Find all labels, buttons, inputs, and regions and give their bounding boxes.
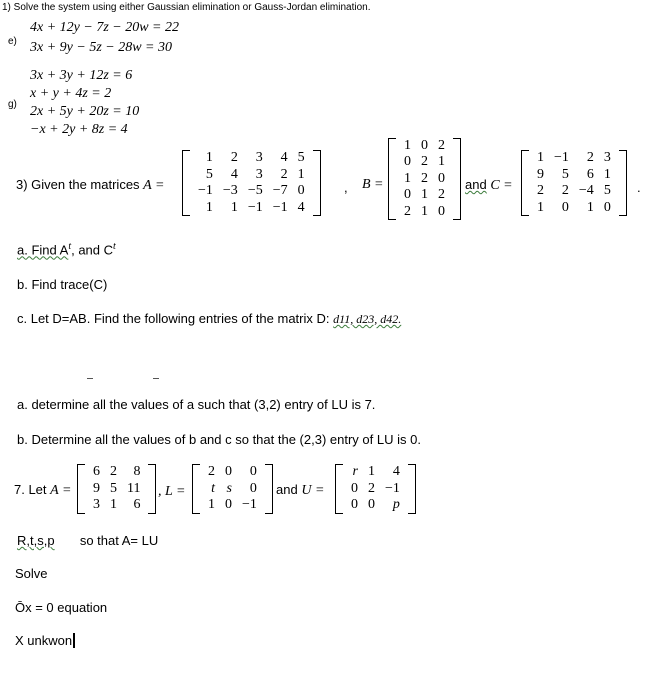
l-label-text: , L =	[158, 484, 186, 499]
part-a-sup: t	[68, 241, 72, 252]
part-g-eq3: 2x + 5y + 20z = 10	[30, 104, 140, 119]
matrix-b-label: B =	[362, 177, 384, 192]
part-g-eq2: x + y + 4z = 2	[30, 86, 112, 101]
matrix7-l-cell-1-1: s	[226, 480, 232, 496]
matrix-b	[388, 138, 461, 220]
matrix-b-cell-0-0: 1	[404, 138, 411, 153]
matrix7-u-cell-2-0: 0	[351, 497, 358, 513]
matrix7-u-cell-1-2: −1	[385, 480, 400, 496]
matrix7-a-cell-2-2: 6	[133, 497, 141, 513]
part-g-eq4: −x + 2y + 8z = 4	[30, 122, 128, 137]
matrix-c-cell-2-2: −4	[578, 183, 594, 198]
matrix7-a-cell-0-1: 2	[110, 464, 117, 479]
matrix7-l	[192, 464, 273, 514]
problem3-intro	[16, 177, 164, 194]
matrix-b-cell-3-0: 0	[404, 187, 411, 203]
matrix7-l-cell-1-2: 0	[249, 480, 257, 496]
matrix-a-cell-3-3: −1	[272, 199, 288, 215]
matrix-b-cell-2-1: 2	[421, 170, 428, 186]
matrix-a-cell-3-0: 1	[205, 199, 213, 215]
matrix-a-cell-1-3: 2	[280, 166, 288, 182]
matrix-c-cell-3-1: 0	[561, 199, 569, 215]
problem7-vars: R,t,s,p	[17, 533, 55, 548]
matrix-c-cell-0-1: −1	[554, 150, 569, 165]
matrix-a-cell-2-2: −5	[247, 183, 263, 198]
matrix-c-cell-3-0: 1	[537, 199, 544, 215]
matrix-c-cell-0-0: 1	[537, 150, 544, 165]
matrix7-a-cell-1-1: 5	[110, 480, 117, 496]
matrix7-u-cell-2-1: 0	[368, 497, 375, 513]
problem3-part-b: b. Find trace(C)	[17, 277, 108, 292]
part-g-label: g)	[8, 99, 17, 110]
matrix7-a-cell-1-0: 9	[93, 480, 100, 496]
matrix-a	[182, 150, 321, 216]
matrix-a-cell-2-4: 0	[297, 183, 305, 198]
matrix7-u-cell-1-0: 0	[351, 480, 358, 496]
faint-dash-1	[87, 378, 93, 379]
and-text: and	[465, 177, 487, 192]
matrix-c-cell-0-3: 3	[603, 150, 611, 165]
problem1-header: 1) Solve the system using either Gaussian elimination or Gauss-Jordan elimination.	[2, 2, 371, 13]
matrix-c	[521, 150, 627, 216]
matrix-a-cell-0-4: 5	[297, 150, 305, 165]
matrix7-l-cell-0-2: 0	[249, 464, 257, 479]
matrix-b-cell-0-2: 2	[438, 138, 445, 153]
matrix-b-cell-4-2: 0	[438, 203, 445, 219]
matrix-c-cell-0-2: 2	[586, 150, 594, 165]
matrix7-l-cell-2-0: 1	[208, 497, 215, 513]
matrix7-l-cell-0-1: 0	[225, 464, 232, 479]
matrix-a-label: A =	[143, 178, 165, 193]
matrix7-u-cell-0-1: 1	[368, 464, 375, 479]
problem3-sep1: ,	[344, 180, 348, 195]
matrix-b-cell-0-1: 0	[421, 138, 428, 153]
matrix7-l-cell-0-0: 2	[208, 464, 215, 479]
matrix-a-cell-0-3: 4	[280, 150, 288, 165]
problem7-and	[276, 482, 324, 499]
note-solve: Solve	[15, 566, 48, 581]
matrix7-u	[335, 464, 416, 514]
part-a-sup2: t	[113, 241, 116, 252]
matrix-c-cell-1-0: 9	[537, 166, 544, 182]
text-cursor	[73, 633, 75, 648]
matrix-c-cell-3-2: 1	[586, 199, 594, 215]
matrix-c-label: C =	[490, 178, 513, 193]
matrix7-a	[77, 464, 156, 514]
matrix7-a-cell-2-1: 1	[110, 497, 117, 513]
problem7-intro-text: 7. Let	[14, 482, 47, 497]
matrix-a-cell-2-3: −7	[272, 183, 288, 198]
and7-text: and	[276, 482, 298, 497]
lu-part-a: a. determine all the values of a such that (3,2) entry of LU is 7.	[17, 397, 376, 412]
matrix7-a-cell-0-0: 6	[93, 464, 100, 479]
matrix7-u-cell-1-1: 2	[368, 480, 375, 496]
matrix-a-cell-3-2: −1	[247, 199, 263, 215]
problem3-part-a	[17, 241, 116, 257]
matrix7-l-cell-1-0: t	[211, 480, 215, 496]
matrix-a-cell-1-2: 3	[255, 166, 263, 182]
problem3-part-c	[17, 311, 401, 327]
matrix-b-cell-3-2: 2	[438, 187, 445, 203]
note-unknown-line	[15, 633, 75, 648]
matrix-b-cell-2-2: 0	[438, 170, 445, 186]
matrix-a-cell-0-0: 1	[205, 150, 213, 165]
matrix7-l-label	[158, 482, 185, 500]
problem7-intro	[14, 482, 71, 499]
matrix-a-cell-0-1: 2	[230, 150, 238, 165]
matrix-c-cell-2-1: 2	[561, 183, 569, 198]
matrix7-a-cell-0-2: 8	[133, 464, 141, 479]
part-e-eq1: 4x + 12y − 7z − 20w = 22	[30, 20, 180, 35]
part-c-entries: d11, d23, d42.	[333, 312, 402, 326]
matrix-b-cell-3-1: 1	[421, 187, 428, 203]
matrix-a-cell-1-4: 1	[297, 166, 305, 182]
matrix-a-cell-1-0: 5	[205, 166, 213, 182]
part-a-text: a. Find A	[17, 242, 69, 258]
note-equation: Ōx = 0 equation	[15, 600, 108, 615]
matrix-c-cell-2-3: 5	[603, 183, 611, 198]
problem7-line	[17, 533, 158, 548]
matrix7-l-cell-2-1: 0	[225, 497, 232, 513]
matrix-b-cell-4-0: 2	[404, 203, 411, 219]
matrix-c-cell-2-0: 2	[537, 183, 544, 198]
part-a-mid: , and C	[71, 242, 114, 258]
matrix-b-cell-1-1: 2	[421, 154, 428, 170]
matrix-b-cell-1-2: 1	[438, 154, 445, 170]
matrix-b-cell-1-0: 0	[404, 154, 411, 170]
matrix-b-cell-4-1: 1	[421, 203, 428, 219]
matrix-c-cell-1-3: 1	[603, 166, 611, 182]
matrix-c-cell-1-1: 5	[561, 166, 569, 182]
matrix7-l-cell-2-2: −1	[242, 497, 257, 513]
matrix-b-cell-2-0: 1	[404, 170, 411, 186]
matrix7-u-label: U =	[301, 483, 325, 498]
matrix7-u-cell-2-2: p	[392, 497, 400, 513]
matrix-c-cell-3-3: 0	[603, 199, 611, 215]
matrix-c-cell-1-2: 6	[586, 166, 594, 182]
part-e-label: e)	[8, 36, 17, 47]
problem7-rest: so that A= LU	[79, 533, 159, 548]
matrix7-u-cell-0-0: r	[352, 464, 358, 479]
lu-part-b: b. Determine all the values of b and c so that the (2,3) entry of LU is 0.	[17, 432, 421, 447]
part-g-eq1: 3x + 3y + 12z = 6	[30, 68, 133, 83]
matrix-a-cell-3-4: 4	[297, 199, 305, 215]
problem3-intro-text: 3) Given the matrices	[16, 177, 140, 192]
matrix-a-cell-2-0: −1	[198, 183, 213, 198]
part-c-text: c. Let D=AB. Find the following entries of the matrix D:	[17, 311, 330, 326]
problem3-and	[465, 177, 513, 194]
problem3-end: .	[637, 180, 641, 195]
matrix-a-cell-0-2: 3	[255, 150, 263, 165]
matrix-a-cell-1-1: 4	[230, 166, 238, 182]
note-unknown: X unkwon	[15, 633, 73, 648]
matrix7-u-cell-0-2: 4	[392, 464, 400, 479]
faint-dash-2	[153, 378, 159, 379]
matrix7-a-cell-1-2: 11	[127, 480, 141, 496]
matrix7-a-cell-2-0: 3	[93, 497, 100, 513]
matrix7-a-label: A =	[50, 483, 72, 498]
matrix-a-cell-2-1: −3	[222, 183, 238, 198]
matrix-a-cell-3-1: 1	[230, 199, 238, 215]
part-e-eq2: 3x + 9y − 5z − 28w = 30	[30, 40, 173, 55]
